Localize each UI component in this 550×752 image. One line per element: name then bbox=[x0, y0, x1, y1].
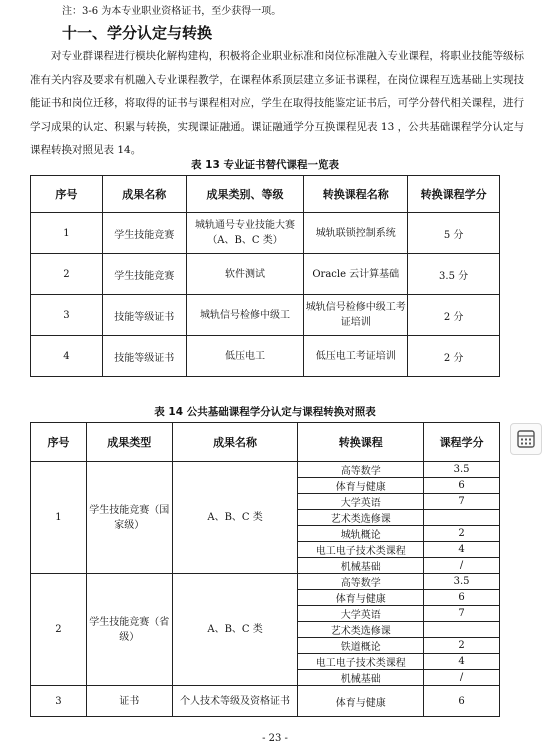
table14-course-cell: 高等数学 bbox=[298, 462, 424, 478]
table14-header: 序号 bbox=[31, 423, 87, 462]
table14-credit-cell: 4 bbox=[424, 542, 500, 558]
table13-cell: 4 bbox=[31, 336, 103, 377]
table14-course-cell: 机械基础 bbox=[298, 670, 424, 686]
table14-course-cell: 大学英语 bbox=[298, 494, 424, 510]
table14-credit-cell bbox=[424, 510, 500, 526]
table14-credit-cell: 6 bbox=[424, 686, 500, 717]
table14-course-cell: 城轨概论 bbox=[298, 526, 424, 542]
table14-name-cell: 个人技术等级及资格证书 bbox=[172, 686, 298, 717]
table14-index-cell: 1 bbox=[31, 462, 87, 574]
table14-credit-cell bbox=[424, 622, 500, 638]
table14-type-cell: 学生技能竞赛（省级） bbox=[86, 574, 172, 686]
table13-cell: 城轨通号专业技能大赛（A、B、C 类） bbox=[186, 213, 304, 254]
table14-course-cell: 艺术类选修课 bbox=[298, 622, 424, 638]
table14-row bbox=[31, 574, 500, 590]
table13-cell: 2 分 bbox=[408, 336, 500, 377]
table14-credit-cell: 3.5 bbox=[424, 462, 500, 478]
table14-course-cell: 高等数学 bbox=[298, 574, 424, 590]
table14-course-cell: 体育与健康 bbox=[298, 590, 424, 606]
table13-cell: 学生技能竞赛 bbox=[102, 254, 186, 295]
table14-course-cell: 机械基础 bbox=[298, 558, 424, 574]
table14-credit-cell: 2 bbox=[424, 526, 500, 542]
table13-cell: 软件测试 bbox=[186, 254, 304, 295]
table13-row bbox=[31, 254, 500, 295]
table14-row bbox=[31, 686, 500, 717]
table14-credit-cell: / bbox=[424, 670, 500, 686]
table13-cell: 城轨联锁控制系统 bbox=[304, 213, 408, 254]
table14-header-row bbox=[31, 423, 500, 462]
table13-cell: 低压电工考证培训 bbox=[304, 336, 408, 377]
table14-index-cell: 3 bbox=[31, 686, 87, 717]
table14-type-cell: 证书 bbox=[86, 686, 172, 717]
page-number: - 23 - bbox=[262, 733, 288, 744]
calculator-icon[interactable] bbox=[510, 423, 542, 455]
table13-cell: Oracle 云计算基础 bbox=[304, 254, 408, 295]
table14-course-cell: 铁道概论 bbox=[298, 638, 424, 654]
table13-cell: 2 分 bbox=[408, 295, 500, 336]
table14-course-cell: 艺术类选修课 bbox=[298, 510, 424, 526]
table13-cell: 2 bbox=[31, 254, 103, 295]
table13-cell: 技能等级证书 bbox=[102, 295, 186, 336]
table13-cell: 城轨信号检修中级工 bbox=[186, 295, 304, 336]
table14-header: 转换课程 bbox=[298, 423, 424, 462]
table14-course-cell: 大学英语 bbox=[298, 606, 424, 622]
body-paragraph bbox=[30, 45, 524, 163]
table13-caption: 表 13 专业证书替代课程一览表 bbox=[191, 159, 339, 171]
table14-caption: 表 14 公共基础课程学分认定与课程转换对照表 bbox=[154, 406, 376, 418]
table13-cell: 5 分 bbox=[408, 213, 500, 254]
table14-header: 成果名称 bbox=[172, 423, 298, 462]
table13-header: 序号 bbox=[31, 176, 103, 213]
table14-row bbox=[31, 462, 500, 478]
table13-cell: 技能等级证书 bbox=[102, 336, 186, 377]
table14-course-cell: 体育与健康 bbox=[298, 478, 424, 494]
table14 bbox=[30, 422, 500, 717]
table13-row bbox=[31, 213, 500, 254]
table14-index-cell: 2 bbox=[31, 574, 87, 686]
table13-cell: 学生技能竞赛 bbox=[102, 213, 186, 254]
note-text: 注：3-6 为本专业职业资格证书，至少获得一项。 bbox=[62, 6, 282, 17]
table14-header: 课程学分 bbox=[424, 423, 500, 462]
table13-header: 成果名称 bbox=[102, 176, 186, 213]
table14-credit-cell: 6 bbox=[424, 478, 500, 494]
table14-credit-cell: 2 bbox=[424, 638, 500, 654]
table13-header: 转换课程学分 bbox=[408, 176, 500, 213]
paragraph-text: 对专业群课程进行模块化解构建构，积极将企业职业标准和岗位标准融入专业课程，将职业技能等级标准有关内容及要求有机融入专业课程教学，在课程体系顶层建立多证书课程，在岗位课程互选基础上实现技能证书和岗位迁移，将取得的证书与课程相对应，学生在取得技能鉴定证书后，可学分替代相关课程，进行学习成果的认定、积累与转换，实现课证融通。课证融通学分互换课程见表 13 ，公共基础课程学分认定与课程转换对照见表 14。 bbox=[30, 50, 524, 156]
table13-row bbox=[31, 336, 500, 377]
table14-credit-cell: 7 bbox=[424, 606, 500, 622]
table14-course-cell: 电工电子技术类课程 bbox=[298, 654, 424, 670]
table14-type-cell: 学生技能竞赛（国家级） bbox=[86, 462, 172, 574]
table14-credit-cell: / bbox=[424, 558, 500, 574]
table14-credit-cell: 3.5 bbox=[424, 574, 500, 590]
table13-cell: 3.5 分 bbox=[408, 254, 500, 295]
table13-cell: 1 bbox=[31, 213, 103, 254]
table14-header: 成果类型 bbox=[86, 423, 172, 462]
table14-credit-cell: 6 bbox=[424, 590, 500, 606]
table14-name-cell: A、B、C 类 bbox=[172, 574, 298, 686]
section-title: 十一、学分认定与转换 bbox=[62, 24, 213, 42]
table13-cell: 3 bbox=[31, 295, 103, 336]
table13-cell: 低压电工 bbox=[186, 336, 304, 377]
table13-row bbox=[31, 295, 500, 336]
table14-name-cell: A、B、C 类 bbox=[172, 462, 298, 574]
table13-cell: 城轨信号检修中级工考证培训 bbox=[304, 295, 408, 336]
table13-header: 转换课程名称 bbox=[304, 176, 408, 213]
calculator-glyph bbox=[517, 430, 535, 448]
table13-header: 成果类别、等级 bbox=[186, 176, 304, 213]
table14-course-cell: 体育与健康 bbox=[298, 686, 424, 717]
table14-credit-cell: 4 bbox=[424, 654, 500, 670]
table14-course-cell: 电工电子技术类课程 bbox=[298, 542, 424, 558]
table14-credit-cell: 7 bbox=[424, 494, 500, 510]
table13 bbox=[30, 175, 500, 377]
table13-header-row bbox=[31, 176, 500, 213]
